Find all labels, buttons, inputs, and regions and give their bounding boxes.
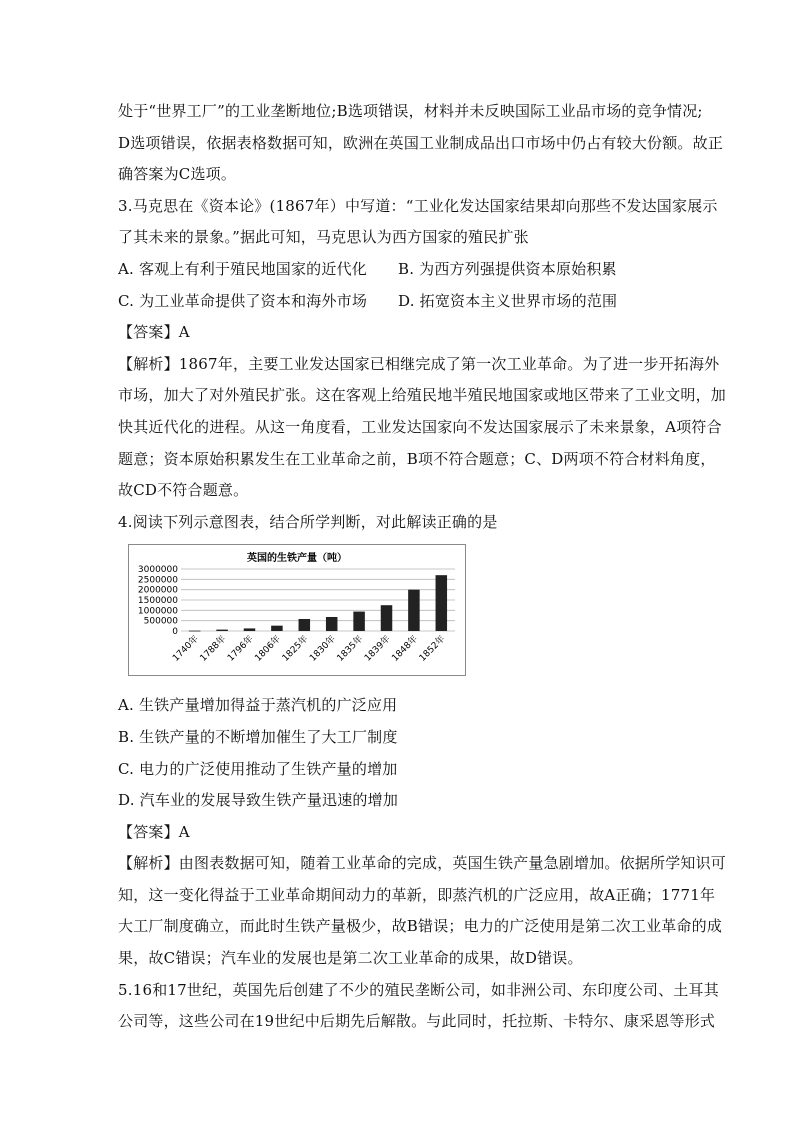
option-a: A. 客观上有利于殖民地国家的近代化 bbox=[118, 259, 367, 278]
question-4-answer: 【答案】A bbox=[118, 822, 190, 841]
bar bbox=[408, 590, 420, 631]
x-tick-label: 1740年 bbox=[171, 634, 201, 664]
question-3-options-row bbox=[118, 286, 678, 318]
x-tick-label: 1848年 bbox=[390, 634, 421, 664]
question-3-analysis: 市场，加大了对外殖民扩张。这在客观上给殖民地半殖民地国家或地区带来了工业文明，加 bbox=[118, 386, 727, 405]
question-3-options-row bbox=[118, 254, 678, 286]
bar bbox=[326, 617, 338, 631]
y-tick-label: 2000000 bbox=[137, 585, 178, 596]
question-3-stem: 了其未来的景象。”据此可知，马克思认为西方国家的殖民扩张 bbox=[118, 228, 529, 247]
x-tick-label: 1806年 bbox=[253, 634, 284, 664]
bar bbox=[244, 629, 256, 632]
x-tick-label: 1796年 bbox=[225, 634, 256, 664]
question-3-stem: 3.马克思在《资本论》(1867年）中写道：“工业化发达国家结果却向那些不发达国家展示 bbox=[118, 196, 718, 215]
y-tick-label: 1500000 bbox=[137, 596, 178, 607]
y-tick-label: 2500000 bbox=[137, 575, 178, 586]
question-5-stem: 公司等，这些公司在19世纪中后期先后解散。与此同时，托拉斯、卡特尔、康采恩等形式 bbox=[118, 1012, 716, 1031]
question-4-option-c: C. 电力的广泛使用推动了生铁产量的增加 bbox=[118, 759, 398, 778]
question-4-option-a: A. 生铁产量增加得益于蒸汽机的广泛应用 bbox=[118, 696, 398, 715]
option-b: B. 为西方列强提供资本原始积累 bbox=[398, 259, 617, 278]
question-4-analysis: 【解析】由图表数据可知，随着工业革命的完成，英国生铁产量急剧增加。依据所学知识可 bbox=[118, 854, 727, 873]
bar bbox=[216, 630, 228, 631]
question-3-analysis: 故CD不符合题意。 bbox=[118, 481, 249, 500]
question-4-option-b: B. 生铁产量的不断增加催生了大工厂制度 bbox=[118, 727, 398, 746]
text-line: D选项错误，依据表格数据可知，欧洲在英国工业制成品出口市场中仍占有较大份额。故正 bbox=[118, 133, 724, 152]
bar bbox=[189, 631, 201, 632]
x-tick-label: 1788年 bbox=[198, 634, 229, 664]
bar bbox=[299, 619, 311, 631]
chart-title: 英国的生铁产量（吨） bbox=[247, 553, 347, 565]
pig-iron-chart bbox=[128, 544, 466, 676]
x-tick-label: 1830年 bbox=[308, 634, 338, 664]
x-tick-label: 1839年 bbox=[362, 634, 393, 664]
bar bbox=[381, 606, 393, 632]
document-page bbox=[118, 96, 727, 1038]
question-3-analysis: 快其近代化的进程。从这一角度看，工业发达国家向不发达国家展示了未来景象，A项符合 bbox=[118, 417, 722, 436]
question-5-stem: 5.16和17世纪，英国先后创建了不少的殖民垄断公司，如非洲公司、东印度公司、土耳其 bbox=[118, 980, 719, 999]
question-4-stem: 4.阅读下列示意图表，结合所学判断，对此解读正确的是 bbox=[118, 512, 498, 531]
x-tick-label: 1835年 bbox=[335, 634, 366, 664]
y-tick-label: 3000000 bbox=[137, 565, 178, 576]
text-line: 确答案为C选项。 bbox=[118, 165, 237, 184]
question-4-analysis: 大工厂制度确立，而此时生铁产量极少，故B错误；电力的广泛使用是第二次工业革命的成 bbox=[118, 917, 723, 936]
y-tick-label: 500000 bbox=[143, 616, 178, 627]
bar bbox=[271, 626, 283, 631]
option-d: D. 拓宽资本主义世界市场的范围 bbox=[398, 291, 618, 310]
y-tick-label: 1000000 bbox=[137, 606, 178, 617]
question-3-answer: 【答案】A bbox=[118, 323, 190, 342]
bar bbox=[436, 575, 448, 631]
x-tick-label: 1852年 bbox=[417, 634, 448, 664]
question-3-analysis: 【解析】1867年，主要工业发达国家已相继完成了第一次工业革命。为了进一步开拓海外 bbox=[118, 354, 720, 373]
text-line: 处于“世界工厂”的工业垄断地位;B选项错误，材料并未反映国际工业品市场的竞争情况; bbox=[118, 102, 703, 120]
question-4-analysis: 知，这一变化得益于工业革命期间动力的革新，即蒸汽机的广泛应用，故A正确；1771年 bbox=[118, 885, 716, 904]
y-tick-label: 0 bbox=[172, 627, 178, 638]
chart-svg bbox=[129, 545, 465, 675]
bar bbox=[353, 612, 365, 631]
question-3-analysis: 题意；资本原始积累发生在工业革命之前，B项不符合题意；C、D两项不符合材料角度， bbox=[118, 449, 716, 468]
question-4-analysis: 果，故C错误；汽车业的发展也是第二次工业革命的成果，故D错误。 bbox=[118, 949, 583, 968]
option-c: C. 为工业革命提供了资本和海外市场 bbox=[118, 291, 368, 310]
question-4-option-d: D. 汽车业的发展导致生铁产量迅速的增加 bbox=[118, 791, 399, 810]
x-tick-label: 1825年 bbox=[280, 634, 311, 664]
